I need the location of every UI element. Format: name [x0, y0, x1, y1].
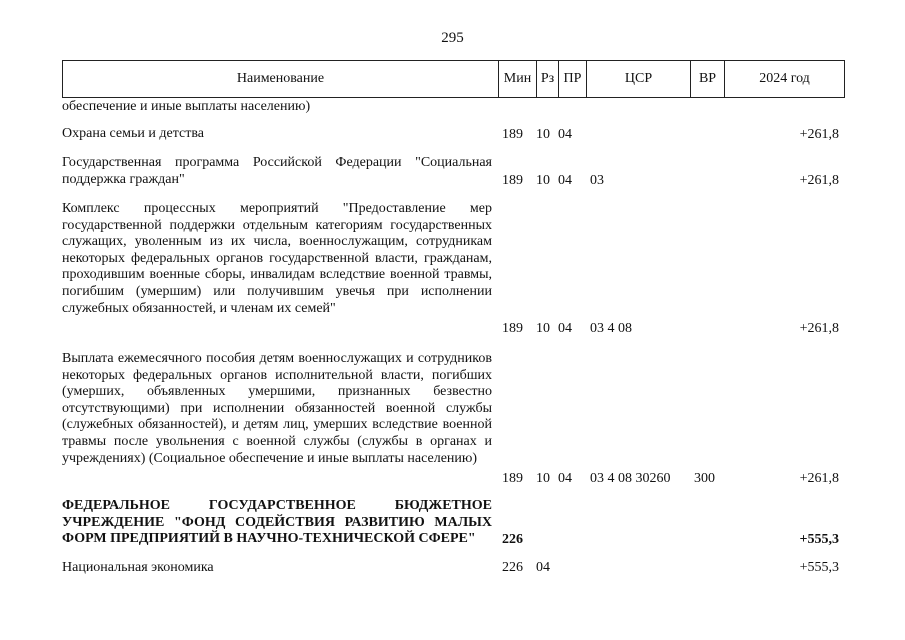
row-pr: 04: [558, 321, 572, 336]
row-csr: 03 4 08: [590, 321, 632, 336]
row-amount: +261,8: [799, 173, 839, 188]
row-pr: 04: [558, 173, 572, 188]
row-pr: 04: [558, 127, 572, 142]
row-min: 189: [502, 321, 523, 336]
row-min: 189: [502, 471, 523, 486]
row-csr: 03 4 08 30260: [590, 471, 671, 486]
row-rz: 10: [536, 173, 550, 188]
row-pr: 04: [558, 471, 572, 486]
row-name: ФЕДЕРАЛЬНОЕ ГОСУДАРСТВЕННОЕ БЮДЖЕТНОЕ УЧРЕЖДЕНИЕ "ФОНД СОДЕЙСТВИЯ РАЗВИТИЮ МАЛЫХ ФОРМ ПРЕДПРИЯТИЙ В НАУЧНО-ТЕХНИЧЕСКОЙ СФЕРЕ": [62, 498, 492, 547]
row-amount: +261,8: [799, 471, 839, 486]
page-number: 295: [441, 30, 464, 46]
row-rz: 10: [536, 471, 550, 486]
row-min: 189: [502, 127, 523, 142]
row-name: Национальная экономика: [62, 560, 214, 575]
row-rz: 04: [536, 560, 550, 575]
row-name: Комплекс процессных мероприятий "Предоставление мер государственной поддержки отдельным категориям государственных служащих, уволенным из их числа, военнослужащим, сотрудникам некоторых федеральных органов государственной власти, гражданам, проходившим военные сборы, инвалидам вследствие военной травмы, погибшим (умершим) или получившим увечья при исполнении служебных обязанностей, и членам их семей": [62, 201, 492, 316]
row-name: Государственная программа Российской Федерации "Социальная поддержка граждан": [62, 155, 492, 187]
row-min: 189: [502, 173, 523, 188]
row-amount: +261,8: [799, 321, 839, 336]
row-name: Выплата ежемесячного пособия детям военнослужащих и сотрудников некоторых федеральных органов исполнительной власти, погибших (умерших, объявленных умершими, признанных безвестно отсутствующими) при исполнении обязанностей военной службы (служебных обязанностей), и детям лиц, умерших вследствие военной травмы после увольнения с военной службы (службы в органах и учреждениях) (Социальное обеспечение и иные выплаты населению): [62, 351, 492, 466]
row-rz: 10: [536, 321, 550, 336]
column-header-rz: Рз: [537, 61, 559, 98]
row-amount: +555,3: [799, 560, 839, 575]
column-header-csr: ЦСР: [587, 61, 691, 98]
row-name: Охрана семьи и детства: [62, 126, 204, 141]
column-header-vr: ВР: [691, 61, 725, 98]
row-csr: 03: [590, 173, 604, 188]
row-amount: +261,8: [799, 127, 839, 142]
row-vr: 300: [694, 471, 715, 486]
row-min: 226: [502, 560, 523, 575]
column-header-table: [62, 60, 845, 98]
row-min: 226: [502, 532, 523, 547]
column-header-min: Мин: [499, 61, 537, 98]
row-rz: 10: [536, 127, 550, 142]
row-amount: +555,3: [799, 532, 839, 547]
column-header-year: 2024 год: [725, 61, 845, 98]
column-header-name: Наименование: [63, 61, 499, 98]
column-header-pr: ПР: [559, 61, 587, 98]
row-name: обеспечение и иные выплаты населению): [62, 99, 311, 114]
